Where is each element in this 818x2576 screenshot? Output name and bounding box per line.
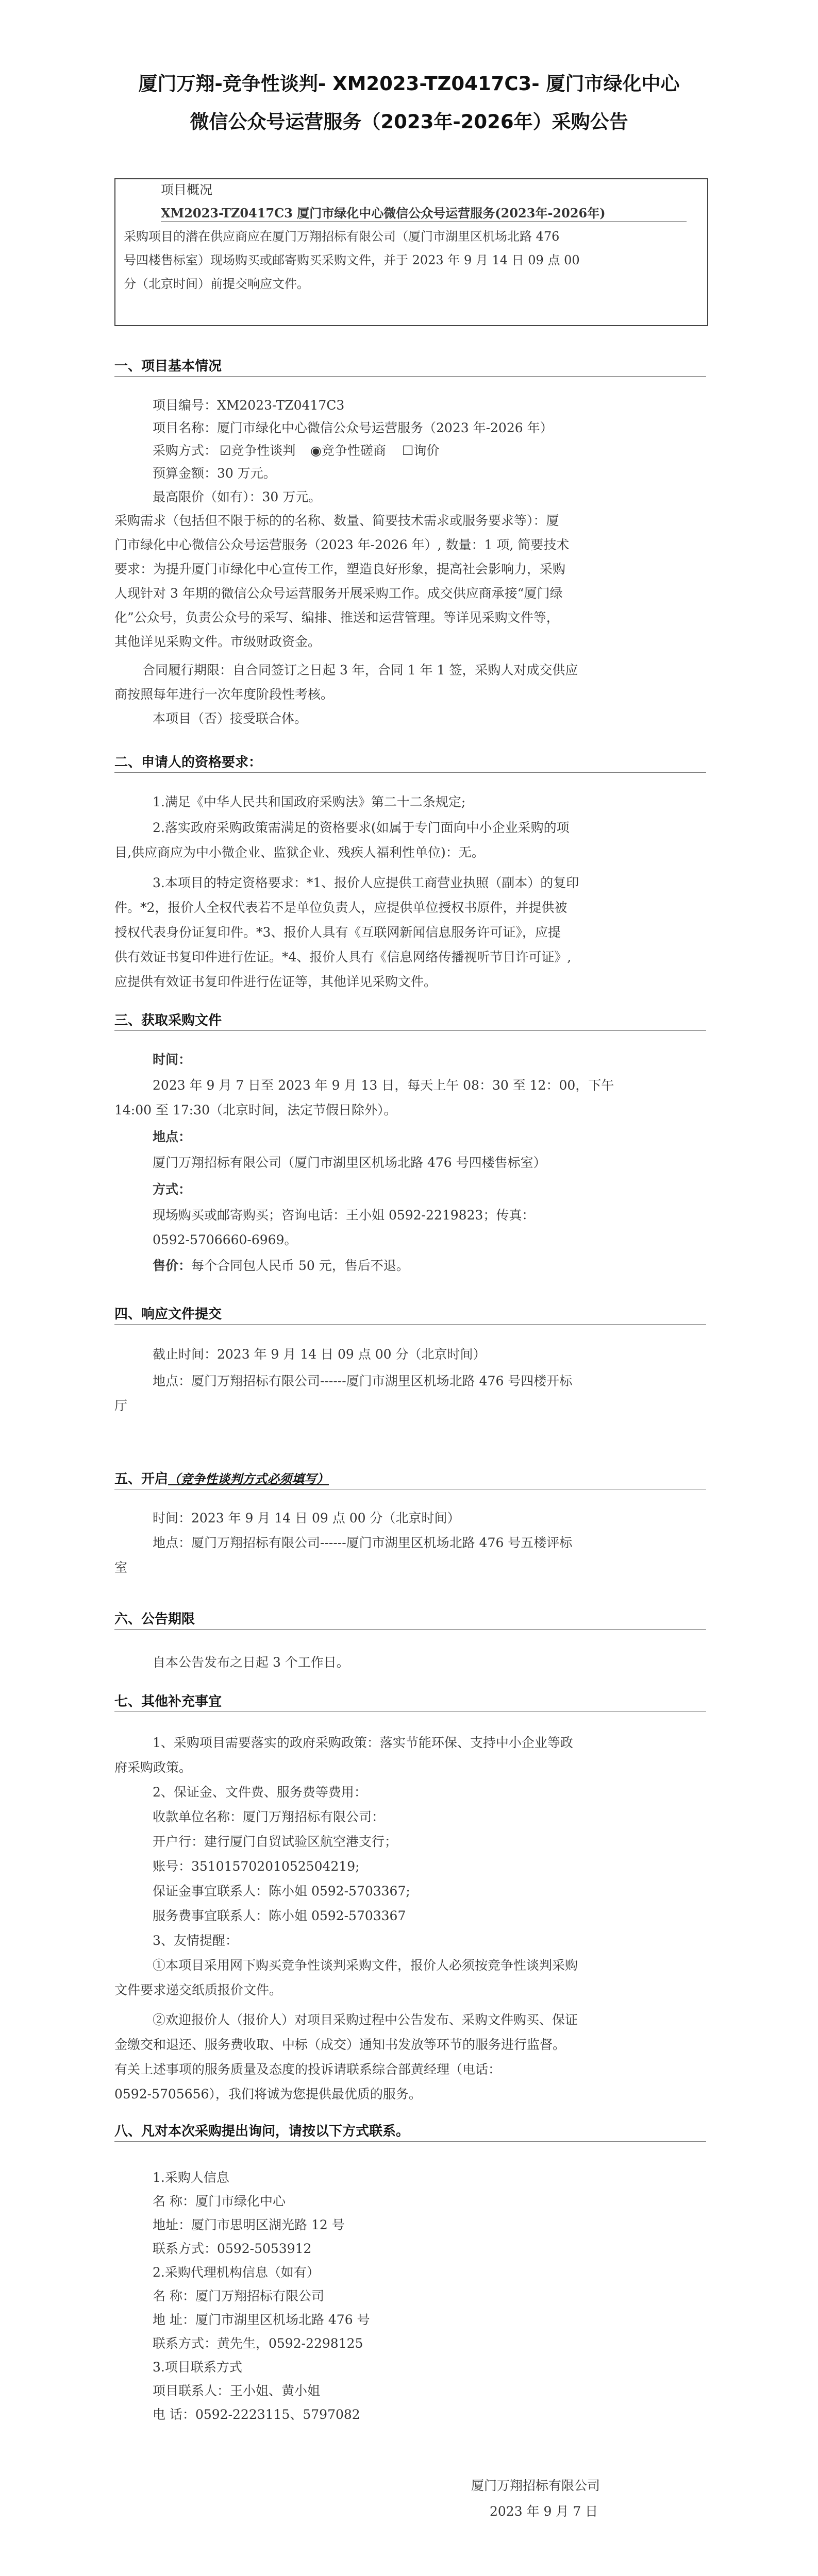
obtain-method-line1: 现场购买或邮寄购买；咨询电话：王小姐 0592-2219823；传真： (153, 1208, 535, 1223)
section-divider (114, 2141, 706, 2142)
obtain-place-label: 地点： (153, 1129, 192, 1144)
submission-deadline: 截止时间：2023 年 9 月 14 日 09 点 00 分（北京时间） (153, 1347, 486, 1362)
section-divider (114, 1711, 706, 1712)
obtain-method-line2: 0592-5706660-6969。 (153, 1232, 297, 1247)
budget-amount: 预算金额：30 万元。 (153, 466, 276, 481)
qualification-3-line1: 3.本项目的特定资格要求：*1、报价人应提供工商营业执照（副本）的复印 (153, 875, 579, 890)
fees-heading: 2、保证金、文件费、服务费等费用： (153, 1785, 367, 1800)
bank-name: 开户行：建行厦门自贸试验区航空港支行； (153, 1834, 398, 1849)
section-6-heading: 六、公告期限 (114, 1612, 195, 1627)
overview-line3: 号四楼售标室）现场购买或邮寄购买采购文件，并于 2023 年 9 月 14 日 09 点 00 (124, 253, 580, 267)
max-price: 最高限价（如有）：30 万元。 (153, 489, 322, 504)
qualification-2-line1: 2.落实政府采购政策需满足的资格要求(如属于专门面向中小企业采购的项 (153, 820, 570, 835)
deposit-contact: 保证金事宜联系人：陈小姐 0592-5703367; (153, 1884, 410, 1899)
signature-organization: 厦门万翔招标有限公司 (471, 2478, 600, 2493)
purchaser-name: 名 称：厦门市绿化中心 (153, 2194, 286, 2209)
section-5-heading (114, 1468, 329, 1487)
payee-name: 收款单位名称：厦门万翔招标有限公司： (153, 1809, 385, 1824)
method-option-inquiry: ☐询价 (402, 443, 440, 458)
agency-name: 名 称：厦门万翔招标有限公司 (153, 2289, 324, 2303)
project-contact-heading: 3.项目联系方式 (153, 2360, 242, 2375)
obtain-method-label: 方式： (153, 1182, 192, 1197)
requirement-line1 (114, 512, 559, 530)
qualification-3-line4: 供有效证书复印件进行佐证。*4、报价人具有《信息网络传播视听节目许可证》, (114, 950, 572, 964)
obtain-price-value: 每个合同包人民币 50 元，售后不退。 (191, 1258, 409, 1273)
project-number: 项目编号：XM2023-TZ0417C3 (153, 398, 345, 413)
qualification-3-line2: 件。*2，报价人全权代表若不是单位负责人，应提供单位授权书原件，并提供被 (114, 900, 567, 915)
submission-place-line2: 厅 (114, 1398, 128, 1413)
requirement-line3: 要求：为提升厦门市绿化中心宣传工作，塑造良好形象，提高社会影响力，采购 (114, 562, 566, 577)
qualification-1: 1.满足《中华人民共和国政府采购法》第二十二条规定; (153, 794, 466, 809)
requirement-text-1: 采购需求（包括但不限于标的的名称、数量、简要技术需求或服务要求等）：厦 (114, 513, 559, 528)
project-contact-phone: 电 话：0592-2223115、5797082 (153, 2407, 360, 2422)
qualification-3-line3: 授权代表身份证复印件。*3、报价人具有《互联网新闻信息服务许可证》，应提 (114, 925, 561, 940)
overview-line2: 采购项目的潜在供应商应在厦门万翔招标有限公司（厦门市湖里区机场北路 476 (124, 229, 560, 244)
fee-contact: 服务费事宜联系人：陈小姐 0592-5703367 (153, 1908, 406, 1923)
section-8-heading: 八、凡对本次采购提出询问，请按以下方式联系。 (114, 2124, 410, 2139)
obtain-price (153, 1257, 409, 1275)
section-5-title: 五、开启 (114, 1471, 169, 1487)
announcement-period: 自本公告发布之日起 3 个工作日。 (153, 1655, 349, 1670)
requirement-line2: 门市绿化中心微信公众号运营服务（2023 年-2026 年）, 数量：1 项, 简要技术 (114, 537, 570, 552)
opening-place-line1: 地点：厦门万翔招标有限公司------厦门市湖里区机场北路 476 号五楼评标 (153, 1535, 573, 1550)
project-name: 项目名称：厦门市绿化中心微信公众号运营服务（2023 年-2026 年） (153, 420, 553, 435)
section-3-heading: 三、获取采购文件 (114, 1013, 222, 1028)
consortium-note: 本项目（否）接受联合体。 (153, 711, 308, 726)
section-divider (114, 1324, 706, 1325)
obtain-time-line1: 2023 年 9 月 7 日至 2023 年 9 月 13 日，每天上午 08：30 至 12：00，下午 (153, 1078, 614, 1093)
section-divider (114, 1030, 706, 1031)
section-7-heading: 七、其他补充事宜 (114, 1694, 222, 1709)
agency-heading: 2.采购代理机构信息（如有） (153, 2265, 320, 2280)
section-divider (114, 376, 706, 377)
submission-place-line1: 地点：厦门万翔招标有限公司------厦门市湖里区机场北路 476 号四楼开标 (153, 1374, 573, 1388)
opening-time: 时间：2023 年 9 月 14 日 09 点 00 分（北京时间） (153, 1511, 460, 1526)
opening-place-line2: 室 (114, 1560, 128, 1575)
qualification-2-line2: 目,供应商应为中小微企业、监狱企业、残疾人福利性单位)：无。 (114, 845, 485, 860)
overview-line4: 分（北京时间）前提交响应文件。 (124, 277, 309, 291)
section-1-heading: 一、项目基本情况 (114, 359, 222, 374)
reminder-1-line2: 文件要求递交纸质报价文件。 (114, 1982, 282, 1997)
requirement-line5: 化”公众号，负责公众号的采写、编排、推送和运营管理。等详见采购文件等， (114, 610, 559, 625)
obtain-time-line2: 14:00 至 17:30（北京时间，法定节假日除外）。 (114, 1103, 397, 1117)
obtain-price-label: 售价： (153, 1258, 192, 1273)
policy-line2: 府采购政策。 (114, 1760, 192, 1775)
agency-address: 地 址：厦门市湖里区机场北路 476 号 (153, 2312, 370, 2327)
reminder-heading: 3、友情提醒： (153, 1933, 238, 1948)
section-divider (114, 772, 706, 773)
reminder-2-line3: 有关上述事项的服务质量及态度的投诉请联系综合部黄经理（电话： (114, 2062, 502, 2077)
overview-heading: 项目概况 (161, 182, 213, 197)
reminder-2-line2: 金缴交和退还、服务费收取、中标（成交）通知书发放等环节的服务进行监督。 (114, 2037, 566, 2052)
section-divider (114, 1629, 706, 1630)
obtain-place: 厦门万翔招标有限公司（厦门市湖里区机场北路 476 号四楼售标室） (153, 1155, 546, 1170)
procurement-method-label: 采购方式： (153, 443, 218, 458)
reminder-1-line1: ①本项目采用网下购买竞争性谈判采购文件，报价人必须按竞争性谈判采购 (153, 1958, 578, 1973)
contract-term-line2: 商按照每年进行一次年度阶段性考核。 (114, 687, 334, 702)
agency-contact: 联系方式：黄先生，0592-2298125 (153, 2336, 363, 2351)
method-option-negotiation: ☑竞争性谈判 (220, 443, 296, 458)
contract-term-line1: 合同履行期限：自合同签订之日起 3 年，合同 1 年 1 签，采购人对成交供应 (142, 663, 578, 677)
overview-line1: XM2023-TZ0417C3 厦门市绿化中心微信公众号运营服务(2023年-2026年) (161, 206, 606, 221)
qualification-3-line5: 应提供有效证书复印件进行佐证等，其他详见采购文件。 (114, 974, 437, 989)
requirement-line4: 人现针对 3 年期的微信公众号运营服务开展采购工作。成交供应商承接“厦门绿 (114, 586, 563, 601)
project-contact-person: 项目联系人：王小姐、黄小姐 (153, 2383, 321, 2398)
reminder-2-line1: ②欢迎报价人（报价人）对项目采购过程中公告发布、采购文件购买、保证 (153, 2012, 578, 2027)
requirement-line6: 其他详见采购文件。市级财政资金。 (114, 634, 321, 649)
section-4-heading: 四、响应文件提交 (114, 1307, 222, 1322)
obtain-time-label: 时间： (153, 1052, 192, 1067)
method-option-consultation: ◉竞争性磋商 (310, 443, 386, 458)
policy-line1: 1、采购项目需要落实的政府采购政策：落实节能环保、支持中小企业等政 (153, 1735, 573, 1750)
purchaser-address: 地址：厦门市思明区湖光路 12 号 (153, 2217, 345, 2232)
section-5-note: （竞争性谈判方式必须填写） (168, 1472, 329, 1486)
section-2-heading: 二、申请人的资格要求： (114, 755, 262, 770)
document-title-line1: 厦门万翔-竞争性谈判- XM2023-TZ0417C3- 厦门市绿化中心 (138, 73, 680, 95)
purchaser-contact: 联系方式：0592-5053912 (153, 2241, 312, 2256)
purchaser-heading: 1.采购人信息 (153, 2170, 229, 2185)
account-number: 账号：35101570201052504219; (153, 1859, 360, 1874)
reminder-2-line4: 0592-5705656），我们将诚为您提供最优质的服务。 (114, 2087, 422, 2102)
signature-date: 2023 年 9 月 7 日 (490, 2504, 598, 2519)
document-title-line2: 微信公众号运营服务（2023年-2026年）采购公告 (190, 111, 628, 133)
